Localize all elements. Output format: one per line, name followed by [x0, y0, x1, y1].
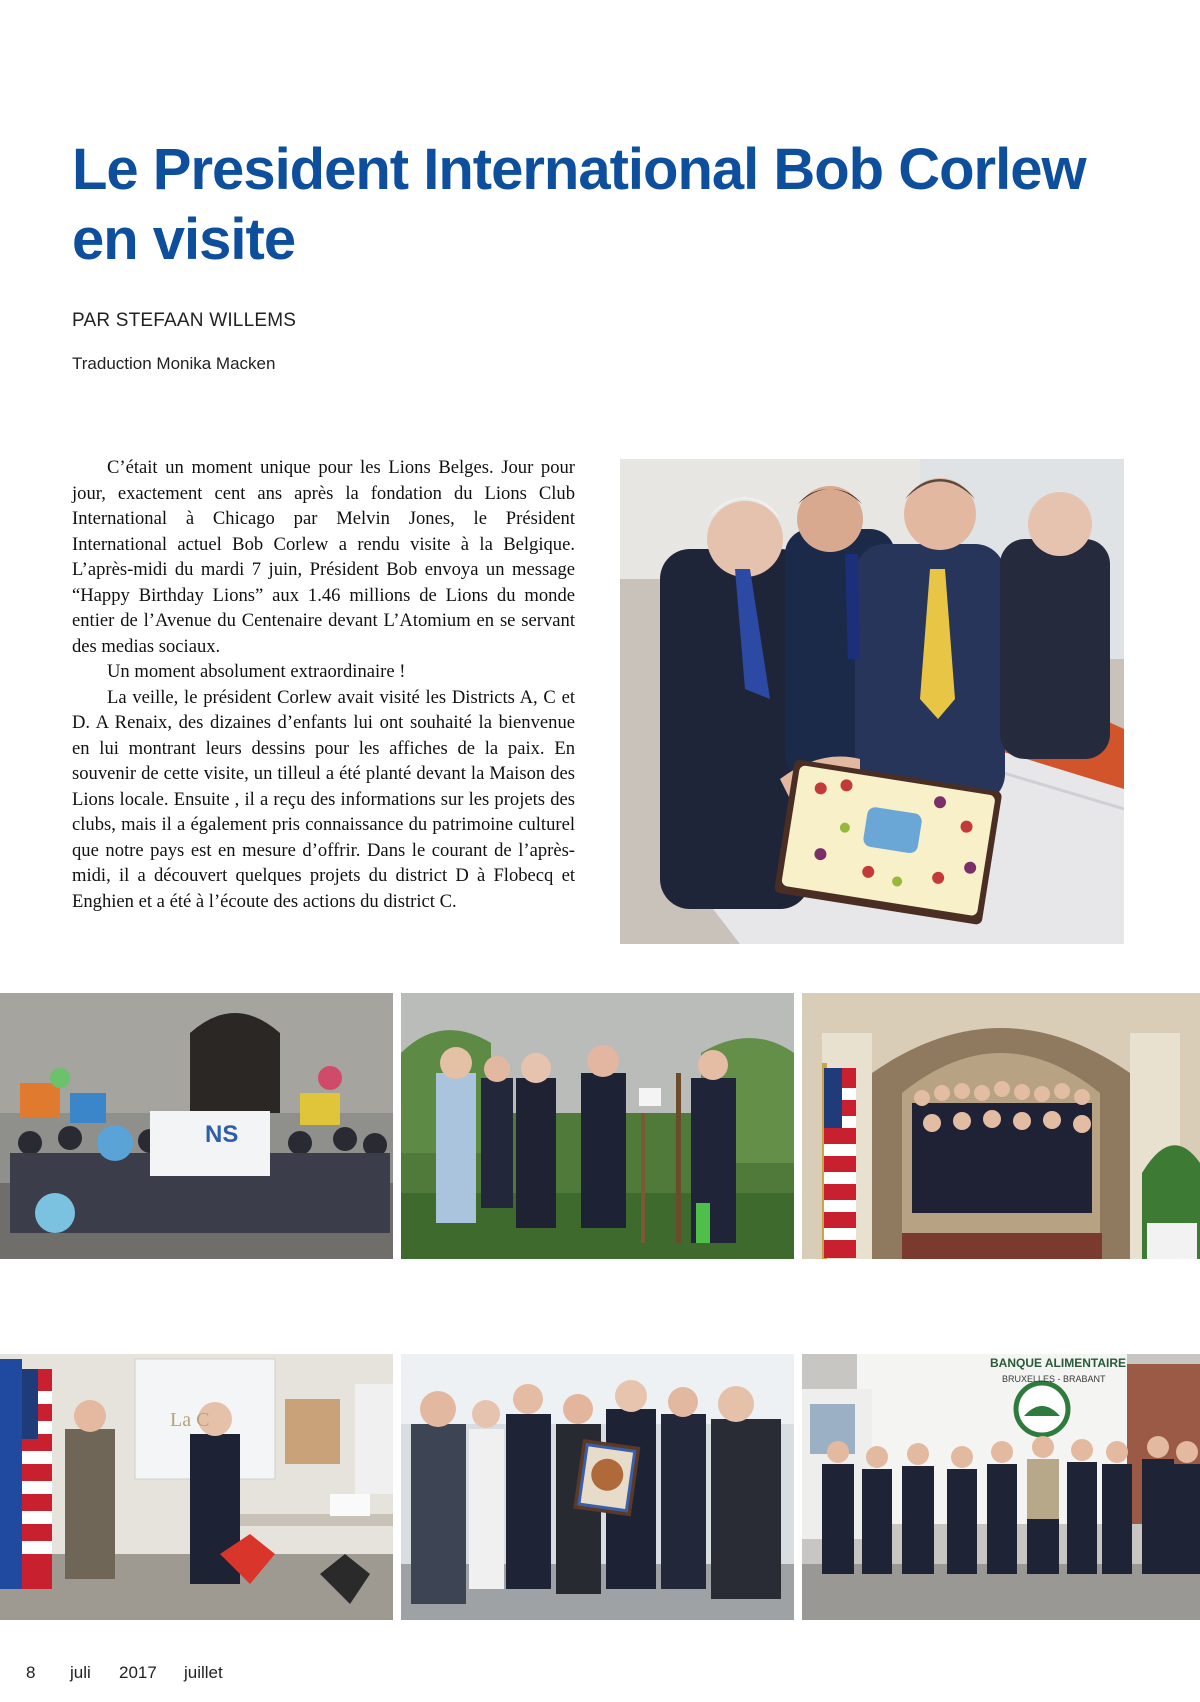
footer-year: 2017 [119, 1663, 157, 1682]
article-paragraph: C’était un moment unique pour les Lions Belges. Jour pour jour, exactement cent ans après la fondation du Lions Club International à Chicago par Melvin Jones, le Président International actuel Bob Corlew a rendu visite à la Belgique. L’après-midi du mardi 7 juin, Président Bob envoya un message “Happy Birthday Lions” aux 1.46 millions de Lions du monde entier de l’Avenue du Centenaire devant L’Atomium en se servant des medias sociaux. [72, 457, 575, 657]
slide-text: La C [170, 1409, 210, 1431]
photo-tree-planting [401, 993, 794, 1259]
photo-speaker-flags [0, 1354, 393, 1620]
footer-month-nl: juli [70, 1663, 91, 1682]
photo-portrait-gift [401, 1354, 794, 1620]
article-title [72, 135, 1132, 275]
byline: PAR STEFAAN WILLEMS [72, 310, 297, 331]
truck-sign-line-1: BANQUE ALIMENTAIRE [990, 1356, 1126, 1370]
photo-cake-cutting [620, 459, 1124, 944]
article-body [72, 455, 575, 914]
banner-letters: NS [205, 1121, 239, 1148]
photo-group-arch [802, 993, 1200, 1259]
article-paragraph: La veille, le président Corlew avait visité les Districts A, C et D. A Renaix, des dizaines d’enfants lui ont souhaité la bienvenue en lui montrant leurs dessins pour les affiches de la paix. En souvenir de cette visite, un tilleul a été planté devant la Maison des Lions locale. Ensuite , il a reçu des informations sur les projets des clubs, mais il a également pris connaissance du patrimoine culturel que notre pays est en mesure d’offrir. Dans le courant de l’après-midi, il a découvert quelques projets du district D à Flobecq et Enghien et a été à l’écoute des actions du district C. [72, 686, 575, 912]
photo-food-bank-truck [802, 1354, 1200, 1620]
footer-month-fr: juillet [184, 1663, 223, 1682]
title-line-1: Le President International Bob Corlew [72, 137, 1086, 202]
translation-credit: Traduction Monika Macken [72, 354, 276, 373]
page-number: 8 [26, 1663, 36, 1682]
photo-children-posters [0, 993, 393, 1259]
truck-sign-line-2: BRUXELLES - BRABANT [1002, 1374, 1106, 1384]
title-line-2: en visite [72, 207, 296, 272]
article-paragraph: Un moment absolument extraordinaire ! [107, 661, 406, 682]
page-footer [0, 1663, 400, 1687]
